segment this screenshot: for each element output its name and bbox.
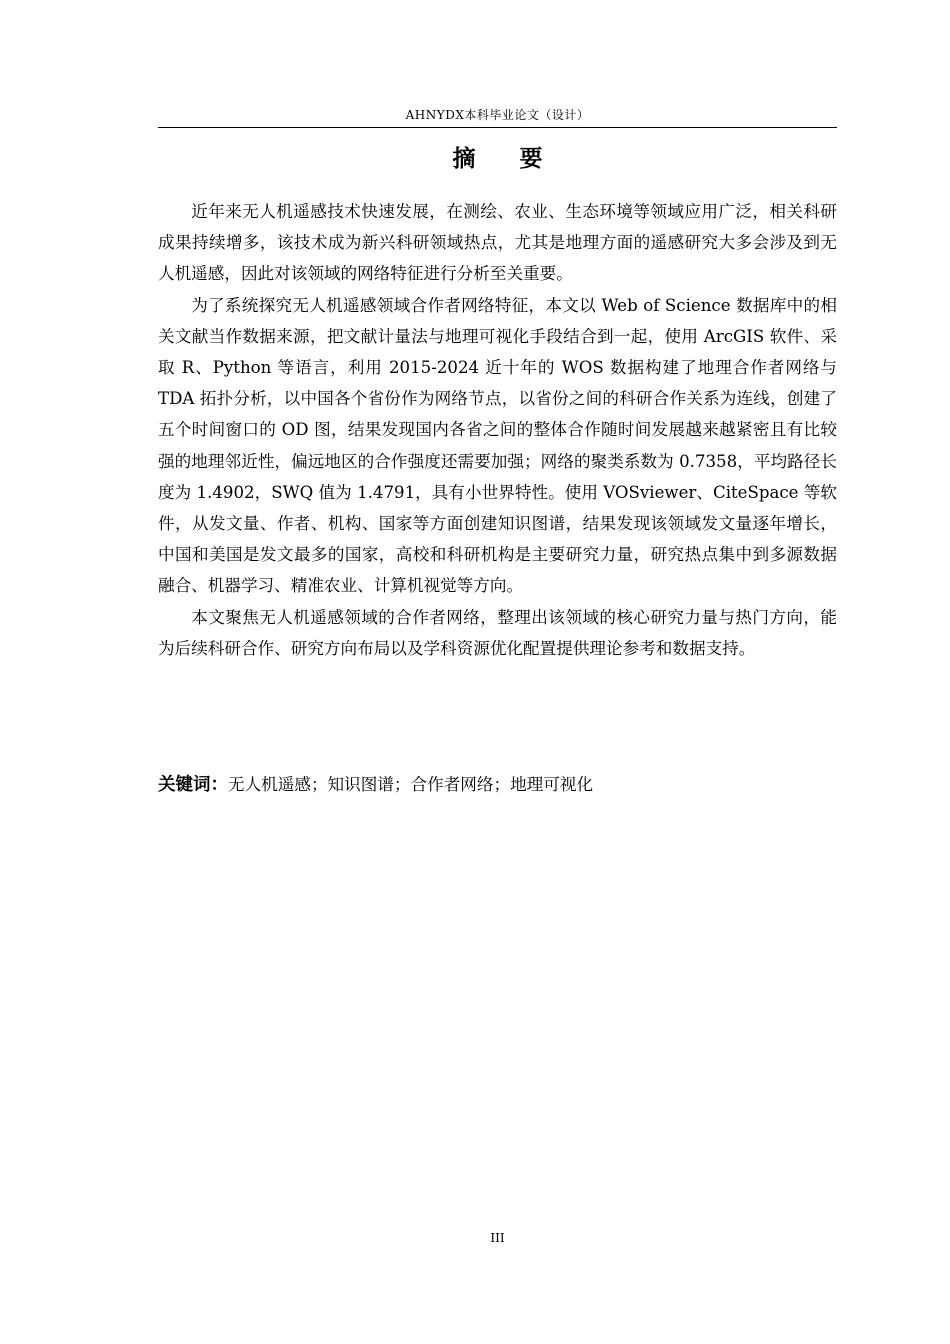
keywords-line [158,770,837,800]
header-rule [158,127,837,128]
abstract-paragraph-1: 近年来无人机遥感技术快速发展，在测绘、农业、生态环境等领域应用广泛，相关科研成果持续增多，该技术成为新兴科研领域热点，尤其是地理方面的遥感研究大多会涉及到无人机遥感，因此对该领域的网络特征进行分析至关重要。 [158,202,837,284]
abstract-body [158,196,837,664]
keywords-label: 关键词： [158,775,228,795]
abstract-title: 摘 要 [452,146,561,172]
page-number: III [490,1231,505,1245]
abstract-paragraph-3: 本文聚焦无人机遥感领域的合作者网络，整理出该领域的核心研究力量与热门方向，能为后续科研合作、研究方向布局以及学科资源优化配置提供理论参考和数据支持。 [158,607,837,658]
running-header: AHNYDX本科毕业论文（设计） [405,108,590,122]
abstract-paragraph-2: 为了系统探究无人机遥感领域合作者网络特征，本文以 Web of Science 数据库中的相关文献当作数据来源，把文献计量法与地理可视化手段结合到一起，使用 ArcGIS 软件、采取 R、Python 等语言，利用 2015-2024 近十年的 WOS 数据构建了地理合作者网络与 TDA 拓扑分析，以中国各个省份作为网络节点，以省份之间的科研合作关系为连线，创建了五个时间窗口的 OD 图，结果发现国内各省之间的整体合作随时间发展越来越紧密且有比较强的地理邻近性，偏远地区的合作强度还需要加强；网络的聚类系数为 0.7358，平均路径长度为 1.4902，SWQ 值为 1.4791，具有小世界特性。使用 VOSviewer、CiteSpace 等软件，从发文量、作者、机构、国家等方面创建知识图谱，结果发现该领域发文量逐年增长，中国和美国是发文最多的国家，高校和科研机构是主要研究力量，研究热点集中到多源数据融合、机器学习、精准农业、计算机视觉等方向。 [158,295,837,596]
keywords-text: 无人机遥感；知识图谱；合作者网络；地理可视化 [228,775,594,794]
